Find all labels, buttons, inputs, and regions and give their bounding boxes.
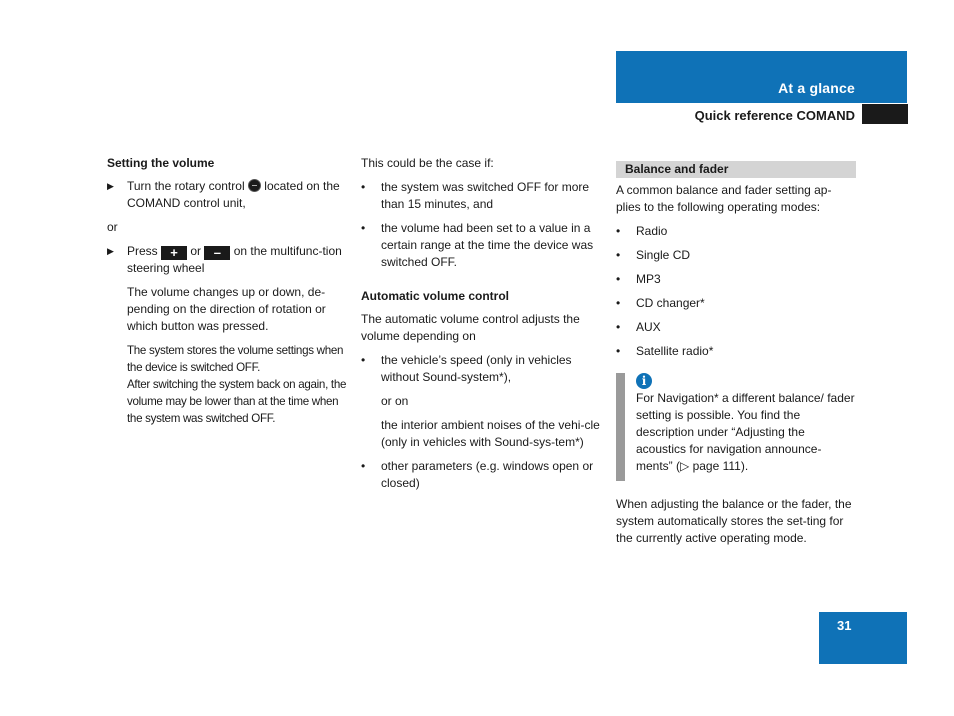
intro-text: A common balance and fader setting ap-plies to the following operating modes:: [616, 183, 832, 214]
step-press: ▶ Press + or – on the multifunc-tion steering wheel: [107, 244, 342, 275]
list-item: • MP3: [616, 272, 661, 286]
list-item: • Radio: [616, 224, 668, 238]
list-item: • Single CD: [616, 248, 691, 262]
list-item: • AUX: [616, 320, 661, 334]
header-bar: [616, 51, 907, 103]
info-note: [616, 373, 856, 475]
column-middle: [361, 155, 601, 492]
list-item-continuation: the interior ambient noises of the vehi-cle (only in vehicles with Sound-sys-tem*): [381, 418, 600, 449]
info-icon: i: [636, 373, 652, 389]
step-rotary: ▶ Turn the rotary control located on the COMAND control unit,: [107, 179, 340, 210]
section-title: At a glance: [778, 80, 855, 96]
plus-button-icon: +: [161, 246, 187, 260]
note-text-1: The system stores the volume settings when the device is switched OFF.: [127, 344, 344, 374]
list-item: • other parameters (e.g. windows open or closed): [361, 459, 594, 490]
page-number-box: [819, 612, 907, 664]
heading-setting-volume: Setting the volume: [107, 156, 215, 170]
step-marker: ▶: [107, 181, 114, 191]
step-marker: ▶: [107, 246, 114, 256]
info-note-text: For Navigation* a different balance/ fader setting is possible. You find the description under “Adjusting the acoustics for navigation announce-ments” (▷ page 111).: [636, 391, 855, 473]
list-item: • the volume had been set to a value in a certain range at the time the device was switched OFF.: [361, 221, 594, 269]
subsection-title: Quick reference COMAND: [694, 108, 855, 123]
section-heading-balance-fader: Balance and fader: [616, 161, 856, 178]
intro-text: This could be the case if:: [361, 156, 494, 170]
header-tab: [862, 104, 908, 124]
note-text-2: After switching the system back on again, the volume may be lower than at the time when the system was switched OFF.: [127, 378, 347, 425]
result-text: The volume changes up or down, de-pending on the direction of rotation or which button was pressed.: [127, 285, 326, 333]
list-item: • CD changer*: [616, 296, 705, 310]
column-right: [616, 155, 856, 547]
note-bar: [616, 373, 625, 481]
list-item: • the system was switched OFF for more than 15 minutes, and: [361, 180, 590, 211]
minus-button-icon: –: [204, 246, 230, 260]
heading-automatic-volume: Automatic volume control: [361, 289, 510, 303]
column-left: [107, 155, 347, 427]
or-text: or: [107, 220, 118, 234]
list-item: • the vehicle’s speed (only in vehicles without Sound-system*),: [361, 353, 572, 384]
page-number: 31: [837, 618, 852, 633]
closing-text: When adjusting the balance or the fader, the system automatically stores the set-ting for the currently active operating mode.: [616, 497, 852, 545]
or-on-text: or on: [381, 394, 409, 408]
rotary-control-icon: [248, 179, 261, 192]
list-item: • Satellite radio*: [616, 344, 714, 358]
auto-volume-text: The automatic volume control adjusts the volume depending on: [361, 312, 580, 343]
